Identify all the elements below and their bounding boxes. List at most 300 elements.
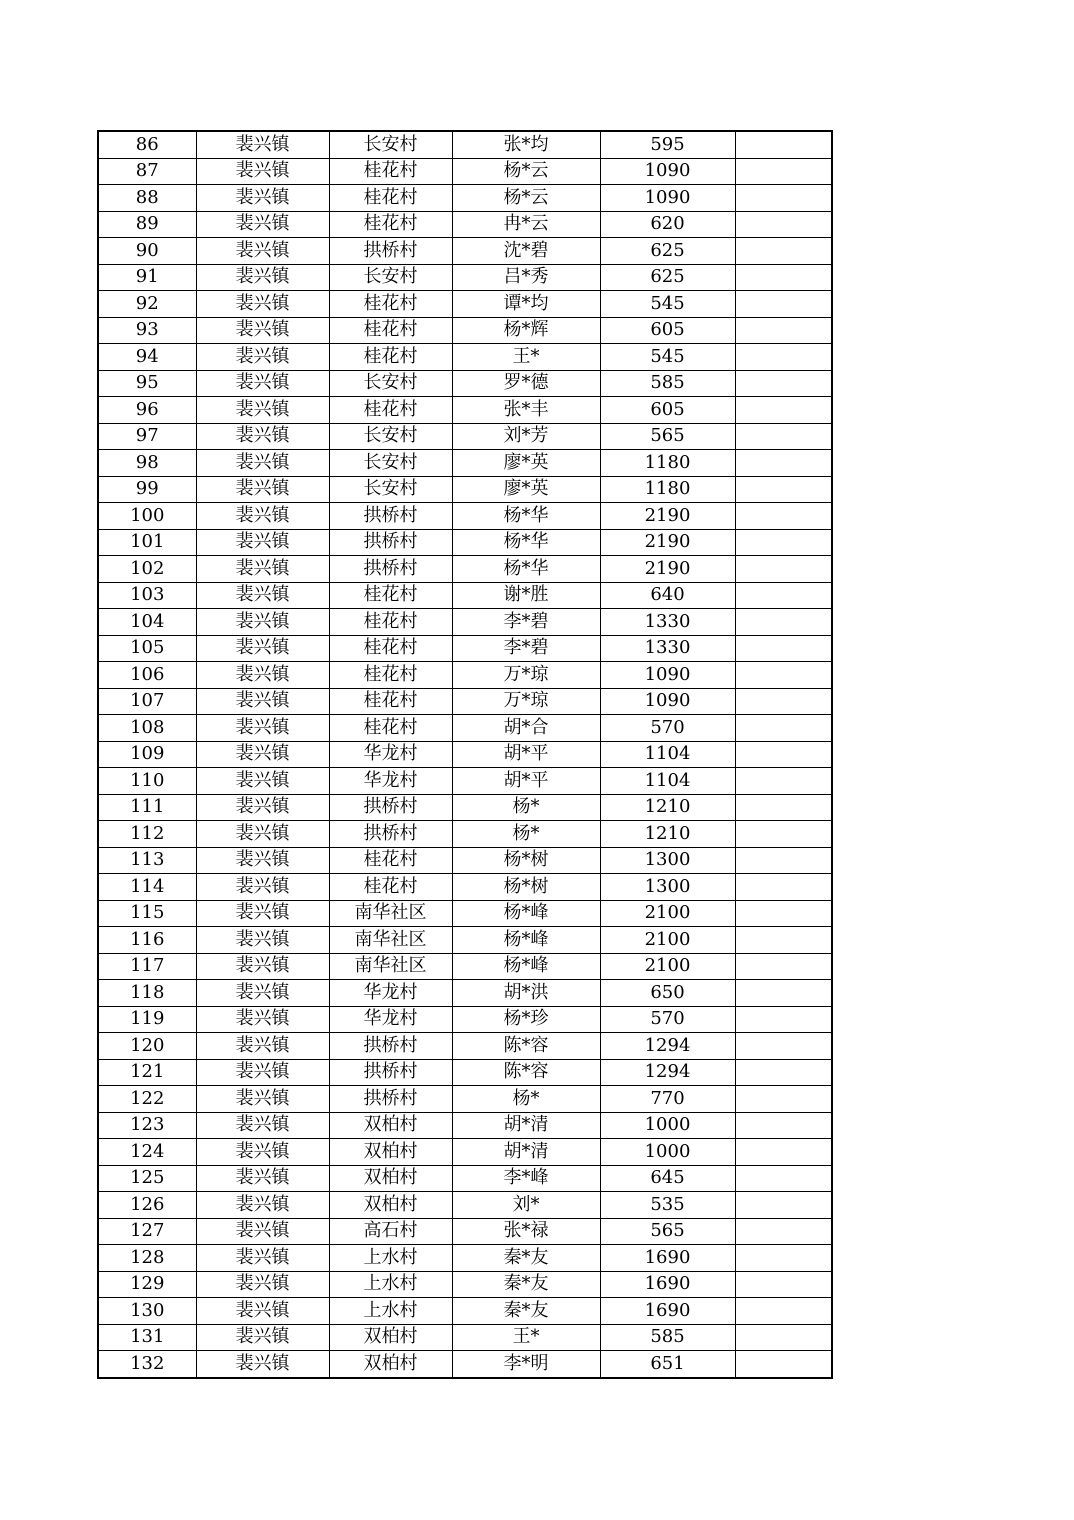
table-row xyxy=(98,185,832,212)
index-cell: 122 xyxy=(98,1086,196,1113)
name-cell: 刘* xyxy=(452,1192,600,1219)
index-cell: 103 xyxy=(98,582,196,609)
name-cell: 秦*友 xyxy=(452,1245,600,1272)
name-cell: 冉*云 xyxy=(452,211,600,238)
village-cell: 南华社区 xyxy=(329,927,452,954)
amount-cell: 645 xyxy=(600,1165,735,1192)
table-row xyxy=(98,1245,832,1272)
name-cell: 杨*云 xyxy=(452,185,600,212)
remark-cell xyxy=(735,1192,832,1219)
town-cell: 裴兴镇 xyxy=(196,582,329,609)
name-cell: 杨* xyxy=(452,1086,600,1113)
town-cell: 裴兴镇 xyxy=(196,1218,329,1245)
remark-cell xyxy=(735,423,832,450)
table-row xyxy=(98,874,832,901)
spreadsheet-page xyxy=(97,130,833,1379)
index-cell: 126 xyxy=(98,1192,196,1219)
village-cell: 长安村 xyxy=(329,131,452,158)
amount-cell: 651 xyxy=(600,1351,735,1378)
table-row xyxy=(98,264,832,291)
index-cell: 92 xyxy=(98,291,196,318)
name-cell: 张*丰 xyxy=(452,397,600,424)
town-cell: 裴兴镇 xyxy=(196,556,329,583)
name-cell: 李*明 xyxy=(452,1351,600,1378)
town-cell: 裴兴镇 xyxy=(196,238,329,265)
name-cell: 杨*华 xyxy=(452,503,600,530)
table-row xyxy=(98,423,832,450)
table-row xyxy=(98,529,832,556)
index-cell: 100 xyxy=(98,503,196,530)
village-cell: 长安村 xyxy=(329,476,452,503)
table-row xyxy=(98,1324,832,1351)
town-cell: 裴兴镇 xyxy=(196,927,329,954)
village-cell: 拱桥村 xyxy=(329,1033,452,1060)
table-body xyxy=(98,131,832,1378)
name-cell: 秦*友 xyxy=(452,1298,600,1325)
amount-cell: 2190 xyxy=(600,556,735,583)
village-cell: 桂花村 xyxy=(329,715,452,742)
remark-cell xyxy=(735,1059,832,1086)
amount-cell: 620 xyxy=(600,211,735,238)
index-cell: 108 xyxy=(98,715,196,742)
index-cell: 128 xyxy=(98,1245,196,1272)
table-row xyxy=(98,1271,832,1298)
index-cell: 119 xyxy=(98,1006,196,1033)
table-row xyxy=(98,476,832,503)
village-cell: 桂花村 xyxy=(329,582,452,609)
town-cell: 裴兴镇 xyxy=(196,1165,329,1192)
remark-cell xyxy=(735,1165,832,1192)
name-cell: 秦*友 xyxy=(452,1271,600,1298)
amount-cell: 1104 xyxy=(600,768,735,795)
village-cell: 长安村 xyxy=(329,264,452,291)
index-cell: 107 xyxy=(98,688,196,715)
amount-cell: 1294 xyxy=(600,1033,735,1060)
name-cell: 王* xyxy=(452,344,600,371)
table-row xyxy=(98,211,832,238)
amount-cell: 1090 xyxy=(600,662,735,689)
name-cell: 沈*碧 xyxy=(452,238,600,265)
name-cell: 杨* xyxy=(452,794,600,821)
remark-cell xyxy=(735,662,832,689)
name-cell: 廖*英 xyxy=(452,450,600,477)
index-cell: 120 xyxy=(98,1033,196,1060)
remark-cell xyxy=(735,556,832,583)
table-row xyxy=(98,317,832,344)
remark-cell xyxy=(735,927,832,954)
index-cell: 91 xyxy=(98,264,196,291)
village-cell: 南华社区 xyxy=(329,900,452,927)
amount-cell: 1090 xyxy=(600,158,735,185)
remark-cell xyxy=(735,370,832,397)
village-cell: 桂花村 xyxy=(329,211,452,238)
town-cell: 裴兴镇 xyxy=(196,1192,329,1219)
table-row xyxy=(98,1218,832,1245)
name-cell: 刘*芳 xyxy=(452,423,600,450)
amount-cell: 1090 xyxy=(600,688,735,715)
index-cell: 115 xyxy=(98,900,196,927)
village-cell: 双柏村 xyxy=(329,1112,452,1139)
table-row xyxy=(98,397,832,424)
town-cell: 裴兴镇 xyxy=(196,847,329,874)
village-cell: 长安村 xyxy=(329,450,452,477)
remark-cell xyxy=(735,635,832,662)
town-cell: 裴兴镇 xyxy=(196,1006,329,1033)
index-cell: 98 xyxy=(98,450,196,477)
town-cell: 裴兴镇 xyxy=(196,609,329,636)
village-cell: 桂花村 xyxy=(329,344,452,371)
remark-cell xyxy=(735,238,832,265)
table-row xyxy=(98,450,832,477)
index-cell: 88 xyxy=(98,185,196,212)
remark-cell xyxy=(735,397,832,424)
index-cell: 130 xyxy=(98,1298,196,1325)
name-cell: 杨*珍 xyxy=(452,1006,600,1033)
remark-cell xyxy=(735,450,832,477)
town-cell: 裴兴镇 xyxy=(196,211,329,238)
village-cell: 华龙村 xyxy=(329,741,452,768)
index-cell: 127 xyxy=(98,1218,196,1245)
village-cell: 上水村 xyxy=(329,1271,452,1298)
index-cell: 123 xyxy=(98,1112,196,1139)
town-cell: 裴兴镇 xyxy=(196,1271,329,1298)
name-cell: 胡*平 xyxy=(452,741,600,768)
name-cell: 杨*华 xyxy=(452,556,600,583)
table-row xyxy=(98,582,832,609)
index-cell: 96 xyxy=(98,397,196,424)
amount-cell: 1180 xyxy=(600,476,735,503)
remark-cell xyxy=(735,847,832,874)
name-cell: 杨*峰 xyxy=(452,953,600,980)
town-cell: 裴兴镇 xyxy=(196,635,329,662)
village-cell: 拱桥村 xyxy=(329,1059,452,1086)
amount-cell: 1330 xyxy=(600,635,735,662)
town-cell: 裴兴镇 xyxy=(196,1298,329,1325)
name-cell: 廖*英 xyxy=(452,476,600,503)
index-cell: 97 xyxy=(98,423,196,450)
index-cell: 118 xyxy=(98,980,196,1007)
remark-cell xyxy=(735,1033,832,1060)
index-cell: 114 xyxy=(98,874,196,901)
table-row xyxy=(98,1006,832,1033)
index-cell: 132 xyxy=(98,1351,196,1378)
index-cell: 111 xyxy=(98,794,196,821)
remark-cell xyxy=(735,1139,832,1166)
index-cell: 110 xyxy=(98,768,196,795)
name-cell: 杨*峰 xyxy=(452,900,600,927)
remark-cell xyxy=(735,529,832,556)
town-cell: 裴兴镇 xyxy=(196,741,329,768)
village-cell: 桂花村 xyxy=(329,635,452,662)
name-cell: 杨*峰 xyxy=(452,927,600,954)
table-row xyxy=(98,900,832,927)
index-cell: 90 xyxy=(98,238,196,265)
remark-cell xyxy=(735,1298,832,1325)
village-cell: 桂花村 xyxy=(329,847,452,874)
name-cell: 胡*洪 xyxy=(452,980,600,1007)
town-cell: 裴兴镇 xyxy=(196,264,329,291)
remark-cell xyxy=(735,503,832,530)
table-row xyxy=(98,953,832,980)
remark-cell xyxy=(735,1006,832,1033)
town-cell: 裴兴镇 xyxy=(196,185,329,212)
amount-cell: 1300 xyxy=(600,874,735,901)
remark-cell xyxy=(735,344,832,371)
table-row xyxy=(98,1192,832,1219)
village-cell: 华龙村 xyxy=(329,768,452,795)
town-cell: 裴兴镇 xyxy=(196,874,329,901)
remark-cell xyxy=(735,291,832,318)
index-cell: 102 xyxy=(98,556,196,583)
amount-cell: 1000 xyxy=(600,1139,735,1166)
table-row xyxy=(98,503,832,530)
table-row xyxy=(98,1298,832,1325)
remark-cell xyxy=(735,715,832,742)
remark-cell xyxy=(735,953,832,980)
town-cell: 裴兴镇 xyxy=(196,1245,329,1272)
village-cell: 华龙村 xyxy=(329,980,452,1007)
index-cell: 112 xyxy=(98,821,196,848)
remark-cell xyxy=(735,821,832,848)
name-cell: 吕*秀 xyxy=(452,264,600,291)
town-cell: 裴兴镇 xyxy=(196,1086,329,1113)
amount-cell: 585 xyxy=(600,370,735,397)
data-table xyxy=(97,130,833,1379)
index-cell: 95 xyxy=(98,370,196,397)
index-cell: 104 xyxy=(98,609,196,636)
village-cell: 桂花村 xyxy=(329,874,452,901)
name-cell: 张*禄 xyxy=(452,1218,600,1245)
village-cell: 桂花村 xyxy=(329,397,452,424)
index-cell: 94 xyxy=(98,344,196,371)
town-cell: 裴兴镇 xyxy=(196,291,329,318)
name-cell: 张*均 xyxy=(452,131,600,158)
remark-cell xyxy=(735,1112,832,1139)
index-cell: 87 xyxy=(98,158,196,185)
town-cell: 裴兴镇 xyxy=(196,1059,329,1086)
amount-cell: 1210 xyxy=(600,821,735,848)
table-row xyxy=(98,715,832,742)
remark-cell xyxy=(735,185,832,212)
name-cell: 杨*华 xyxy=(452,529,600,556)
town-cell: 裴兴镇 xyxy=(196,980,329,1007)
village-cell: 桂花村 xyxy=(329,158,452,185)
town-cell: 裴兴镇 xyxy=(196,715,329,742)
name-cell: 胡*平 xyxy=(452,768,600,795)
amount-cell: 650 xyxy=(600,980,735,1007)
name-cell: 杨*树 xyxy=(452,847,600,874)
town-cell: 裴兴镇 xyxy=(196,953,329,980)
village-cell: 拱桥村 xyxy=(329,238,452,265)
amount-cell: 1690 xyxy=(600,1298,735,1325)
town-cell: 裴兴镇 xyxy=(196,397,329,424)
village-cell: 南华社区 xyxy=(329,953,452,980)
town-cell: 裴兴镇 xyxy=(196,662,329,689)
amount-cell: 565 xyxy=(600,423,735,450)
amount-cell: 640 xyxy=(600,582,735,609)
index-cell: 116 xyxy=(98,927,196,954)
village-cell: 桂花村 xyxy=(329,185,452,212)
amount-cell: 1294 xyxy=(600,1059,735,1086)
index-cell: 86 xyxy=(98,131,196,158)
village-cell: 桂花村 xyxy=(329,291,452,318)
amount-cell: 1690 xyxy=(600,1245,735,1272)
remark-cell xyxy=(735,1271,832,1298)
table-row xyxy=(98,1112,832,1139)
town-cell: 裴兴镇 xyxy=(196,821,329,848)
village-cell: 长安村 xyxy=(329,423,452,450)
village-cell: 双柏村 xyxy=(329,1192,452,1219)
name-cell: 李*碧 xyxy=(452,609,600,636)
town-cell: 裴兴镇 xyxy=(196,1033,329,1060)
town-cell: 裴兴镇 xyxy=(196,503,329,530)
village-cell: 双柏村 xyxy=(329,1351,452,1378)
remark-cell xyxy=(735,1351,832,1378)
village-cell: 双柏村 xyxy=(329,1324,452,1351)
remark-cell xyxy=(735,317,832,344)
amount-cell: 570 xyxy=(600,715,735,742)
village-cell: 双柏村 xyxy=(329,1139,452,1166)
remark-cell xyxy=(735,741,832,768)
village-cell: 双柏村 xyxy=(329,1165,452,1192)
table-row xyxy=(98,821,832,848)
remark-cell xyxy=(735,1245,832,1272)
amount-cell: 770 xyxy=(600,1086,735,1113)
village-cell: 长安村 xyxy=(329,370,452,397)
amount-cell: 1104 xyxy=(600,741,735,768)
village-cell: 桂花村 xyxy=(329,317,452,344)
village-cell: 拱桥村 xyxy=(329,503,452,530)
table-row xyxy=(98,1165,832,1192)
index-cell: 124 xyxy=(98,1139,196,1166)
remark-cell xyxy=(735,1086,832,1113)
index-cell: 101 xyxy=(98,529,196,556)
name-cell: 谭*均 xyxy=(452,291,600,318)
remark-cell xyxy=(735,1324,832,1351)
name-cell: 杨*云 xyxy=(452,158,600,185)
amount-cell: 2190 xyxy=(600,503,735,530)
table-row xyxy=(98,291,832,318)
amount-cell: 2100 xyxy=(600,927,735,954)
village-cell: 高石村 xyxy=(329,1218,452,1245)
town-cell: 裴兴镇 xyxy=(196,1324,329,1351)
name-cell: 胡*清 xyxy=(452,1139,600,1166)
table-row xyxy=(98,794,832,821)
village-cell: 华龙村 xyxy=(329,1006,452,1033)
name-cell: 胡*清 xyxy=(452,1112,600,1139)
table-row xyxy=(98,370,832,397)
town-cell: 裴兴镇 xyxy=(196,768,329,795)
table-row xyxy=(98,980,832,1007)
table-row xyxy=(98,688,832,715)
town-cell: 裴兴镇 xyxy=(196,450,329,477)
amount-cell: 625 xyxy=(600,264,735,291)
amount-cell: 1180 xyxy=(600,450,735,477)
remark-cell xyxy=(735,874,832,901)
table-row xyxy=(98,131,832,158)
table-row xyxy=(98,609,832,636)
amount-cell: 2100 xyxy=(600,953,735,980)
name-cell: 李*峰 xyxy=(452,1165,600,1192)
remark-cell xyxy=(735,768,832,795)
table-row xyxy=(98,1139,832,1166)
village-cell: 拱桥村 xyxy=(329,1086,452,1113)
amount-cell: 595 xyxy=(600,131,735,158)
town-cell: 裴兴镇 xyxy=(196,344,329,371)
town-cell: 裴兴镇 xyxy=(196,688,329,715)
remark-cell xyxy=(735,582,832,609)
table-row xyxy=(98,1351,832,1378)
table-row xyxy=(98,158,832,185)
town-cell: 裴兴镇 xyxy=(196,1112,329,1139)
index-cell: 129 xyxy=(98,1271,196,1298)
amount-cell: 605 xyxy=(600,317,735,344)
town-cell: 裴兴镇 xyxy=(196,317,329,344)
remark-cell xyxy=(735,688,832,715)
town-cell: 裴兴镇 xyxy=(196,476,329,503)
amount-cell: 2100 xyxy=(600,900,735,927)
village-cell: 拱桥村 xyxy=(329,556,452,583)
amount-cell: 1690 xyxy=(600,1271,735,1298)
village-cell: 拱桥村 xyxy=(329,794,452,821)
amount-cell: 1300 xyxy=(600,847,735,874)
amount-cell: 2190 xyxy=(600,529,735,556)
amount-cell: 585 xyxy=(600,1324,735,1351)
table-row xyxy=(98,847,832,874)
town-cell: 裴兴镇 xyxy=(196,1139,329,1166)
amount-cell: 545 xyxy=(600,344,735,371)
index-cell: 131 xyxy=(98,1324,196,1351)
town-cell: 裴兴镇 xyxy=(196,529,329,556)
table-row xyxy=(98,1059,832,1086)
town-cell: 裴兴镇 xyxy=(196,131,329,158)
table-row xyxy=(98,1086,832,1113)
table-row xyxy=(98,741,832,768)
remark-cell xyxy=(735,609,832,636)
amount-cell: 1210 xyxy=(600,794,735,821)
town-cell: 裴兴镇 xyxy=(196,900,329,927)
index-cell: 121 xyxy=(98,1059,196,1086)
name-cell: 万*琼 xyxy=(452,688,600,715)
index-cell: 89 xyxy=(98,211,196,238)
table-row xyxy=(98,635,832,662)
town-cell: 裴兴镇 xyxy=(196,370,329,397)
remark-cell xyxy=(735,900,832,927)
amount-cell: 570 xyxy=(600,1006,735,1033)
index-cell: 105 xyxy=(98,635,196,662)
table-row xyxy=(98,662,832,689)
remark-cell xyxy=(735,264,832,291)
table-row xyxy=(98,556,832,583)
village-cell: 上水村 xyxy=(329,1245,452,1272)
remark-cell xyxy=(735,211,832,238)
name-cell: 王* xyxy=(452,1324,600,1351)
town-cell: 裴兴镇 xyxy=(196,158,329,185)
index-cell: 109 xyxy=(98,741,196,768)
remark-cell xyxy=(735,794,832,821)
remark-cell xyxy=(735,131,832,158)
town-cell: 裴兴镇 xyxy=(196,794,329,821)
table-row xyxy=(98,1033,832,1060)
name-cell: 杨*树 xyxy=(452,874,600,901)
village-cell: 拱桥村 xyxy=(329,529,452,556)
name-cell: 杨* xyxy=(452,821,600,848)
village-cell: 上水村 xyxy=(329,1298,452,1325)
town-cell: 裴兴镇 xyxy=(196,1351,329,1378)
town-cell: 裴兴镇 xyxy=(196,423,329,450)
village-cell: 桂花村 xyxy=(329,662,452,689)
village-cell: 桂花村 xyxy=(329,609,452,636)
